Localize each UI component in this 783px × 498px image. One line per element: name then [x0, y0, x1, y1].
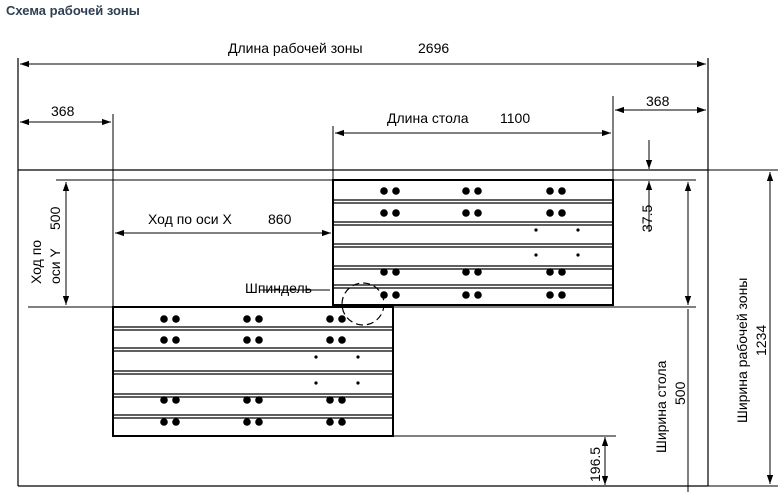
mount-hole: [392, 209, 400, 217]
work-length-dimension: [20, 40, 706, 64]
small-hole: [576, 228, 579, 231]
work-length-label: Длина рабочей зоны: [228, 40, 363, 56]
mount-hole: [338, 336, 346, 344]
mount-hole: [326, 336, 334, 344]
table-length-value: 1100: [500, 110, 531, 126]
mount-hole: [474, 209, 482, 217]
x-travel-dimension: [115, 211, 331, 233]
mount-hole: [558, 187, 566, 195]
mount-hole: [326, 396, 334, 404]
mount-hole: [392, 187, 400, 195]
mount-hole: [462, 187, 470, 195]
table-width-value: 500: [672, 381, 688, 405]
mount-hole: [474, 291, 482, 299]
mount-hole: [558, 209, 566, 217]
mount-hole: [160, 315, 168, 323]
mount-hole: [255, 418, 263, 426]
y-travel-label-line1: Ход по: [28, 239, 44, 284]
mount-hole: [338, 315, 346, 323]
spindle-label: Шпиндель: [245, 280, 312, 296]
mount-hole: [243, 418, 251, 426]
right-offset-dimension: [613, 93, 706, 180]
small-hole: [356, 381, 359, 384]
mount-hole: [160, 396, 168, 404]
left-offset-value: 368: [51, 103, 75, 119]
mount-hole: [160, 418, 168, 426]
mount-hole: [380, 268, 388, 276]
mount-hole: [172, 336, 180, 344]
bottom-gap-value: 196.5: [587, 446, 603, 482]
small-hole: [356, 355, 359, 358]
mount-hole: [243, 336, 251, 344]
mount-hole: [338, 396, 346, 404]
mount-hole: [243, 396, 251, 404]
mount-hole: [462, 209, 470, 217]
mount-hole: [546, 268, 554, 276]
mount-hole: [326, 418, 334, 426]
mount-hole: [326, 315, 334, 323]
mount-hole: [255, 336, 263, 344]
work-width-dimension: [708, 170, 778, 486]
mount-hole: [462, 291, 470, 299]
table-width-label: Ширина стола: [653, 360, 669, 453]
mount-hole: [243, 315, 251, 323]
work-width-value: 1234: [753, 324, 769, 356]
mount-hole: [255, 396, 263, 404]
small-hole: [534, 253, 537, 256]
mount-hole: [474, 187, 482, 195]
top-gap-value: 37.5: [639, 204, 655, 232]
mount-hole: [380, 209, 388, 217]
bottom-gap-dimension: [393, 436, 616, 485]
work-width-label: Ширина рабочей зоны: [734, 277, 750, 423]
y-travel-value: 500: [47, 206, 63, 230]
mount-hole: [172, 396, 180, 404]
right-offset-value: 368: [646, 93, 670, 109]
spindle: [245, 280, 384, 325]
mount-hole: [172, 315, 180, 323]
mount-hole: [558, 291, 566, 299]
x-travel-value: 860: [268, 211, 292, 227]
x-travel-label: Ход по оси X: [148, 211, 232, 227]
mount-hole: [462, 268, 470, 276]
mount-hole: [392, 291, 400, 299]
small-hole: [314, 381, 317, 384]
mount-hole: [392, 268, 400, 276]
diagram-heading: Схема рабочей зоны: [6, 3, 140, 18]
mount-hole: [546, 209, 554, 217]
mount-hole: [338, 418, 346, 426]
small-hole: [534, 228, 537, 231]
mount-hole: [558, 268, 566, 276]
small-hole: [576, 253, 579, 256]
small-hole: [314, 355, 317, 358]
mount-hole: [546, 291, 554, 299]
mount-hole: [160, 336, 168, 344]
mount-hole: [546, 187, 554, 195]
top-gap-dimension: [613, 140, 696, 232]
lower-table: [113, 307, 393, 436]
work-zone-outline: [18, 58, 708, 486]
mount-hole: [255, 315, 263, 323]
mount-hole: [172, 418, 180, 426]
y-travel-label-line2: оси Y: [47, 248, 63, 284]
mount-hole: [380, 187, 388, 195]
mount-hole: [474, 268, 482, 276]
table-length-label: Длина стола: [387, 110, 469, 126]
work-length-value: 2696: [418, 40, 450, 56]
